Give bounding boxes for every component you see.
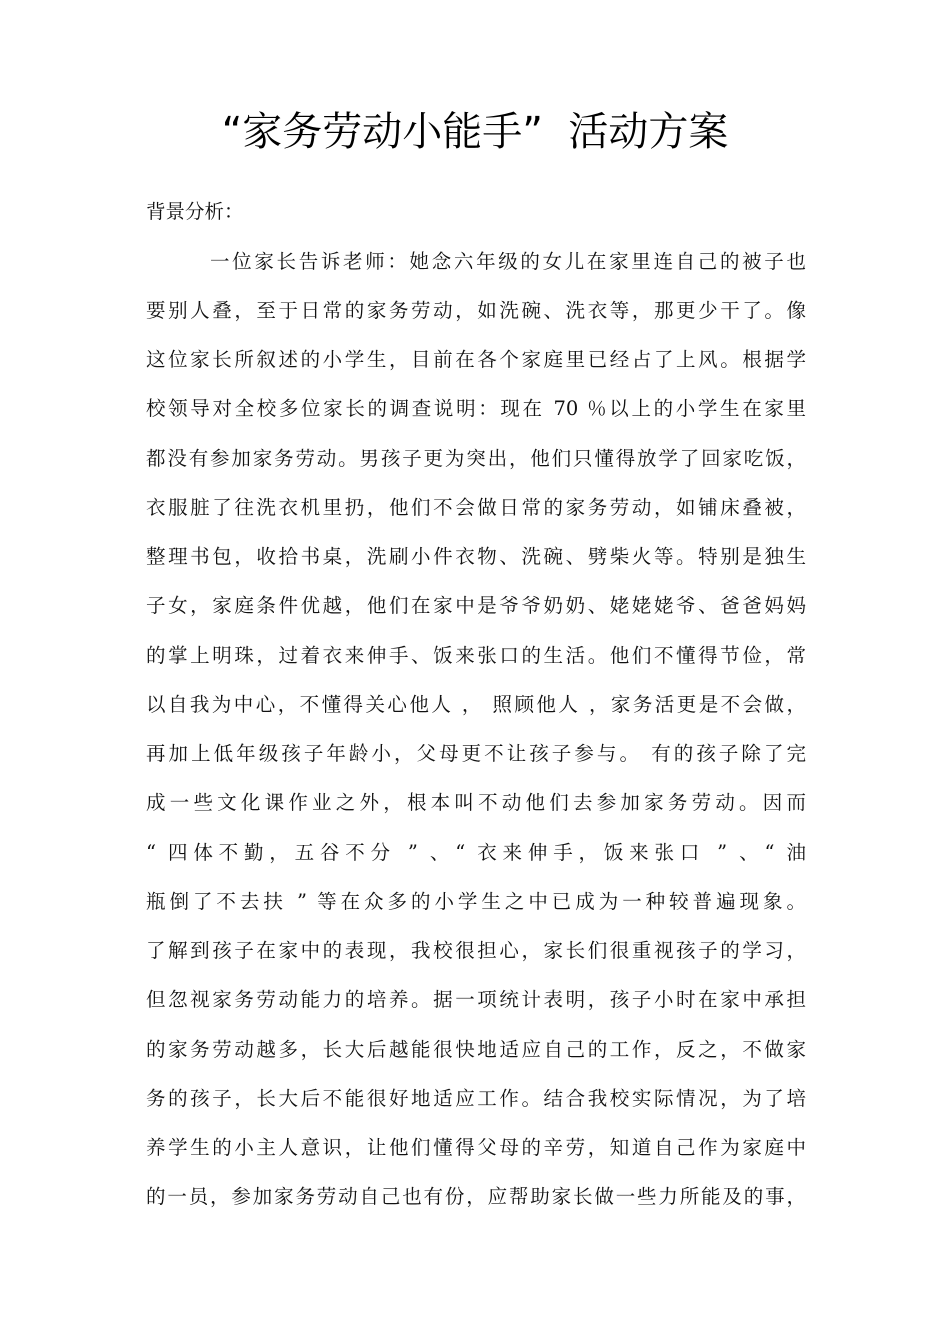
paragraph-line: 以自我为中心，不懂得关心他人 ， 照顾他人 ，家务活更是不会做， — [146, 693, 806, 716]
paragraph-line: 成一些文化课作业之外，根本叫不动他们去参加家务劳动。因而 — [146, 791, 806, 814]
paragraph-line: 子女，家庭条件优越，他们在家中是爷爷奶奶、姥姥姥爷、爸爸妈妈 — [146, 594, 806, 617]
paragraph-line: 但忽视家务劳动能力的培养。据一项统计表明，孩子小时在家中承担 — [146, 988, 806, 1011]
paragraph-line: 一位家长告诉老师：她念六年级的女儿在家里连自己的被子也 — [210, 250, 806, 273]
paragraph-line: 这位家长所叙述的小学生，目前在各个家庭里已经占了上风。根据学 — [146, 348, 806, 371]
paragraph-line: 的掌上明珠，过着衣来伸手、饭来张口的生活。他们不懂得节俭，常 — [146, 644, 806, 667]
paragraph-line: 养学生的小主人意识，让他们懂得父母的辛劳，知道自己作为家庭中 — [146, 1136, 806, 1159]
paragraph-line: 整理书包，收拾书桌，洗刷小件衣物、洗碗、劈柴火等。特别是独生 — [146, 545, 806, 568]
paragraph-line: 要别人叠，至于日常的家务劳动，如洗碗、洗衣等，那更少干了。像 — [146, 299, 806, 322]
paragraph-line: 的一员，参加家务劳动自己也有份，应帮助家长做一些力所能及的事， — [146, 1185, 806, 1208]
paragraph-line: 再加上低年级孩子年龄小，父母更不让孩子参与。 有的孩子除了完 — [146, 742, 806, 765]
paragraph-line: 的家务劳动越多，长大后越能很快地适应自己的工作，反之，不做家 — [146, 1038, 806, 1061]
paragraph-line: 了解到孩子在家中的表现，我校很担心，家长们很重视孩子的学习， — [146, 939, 806, 962]
paragraph-line: “ 四体不勤，五谷不分 ” 、“ 衣来伸手，饭来张口 ” 、“ 油 — [146, 841, 806, 864]
paragraph-line: 瓶倒了不去扶 ” 等在众多的小学生之中已成为一种较普遍现象。 — [146, 890, 806, 913]
paragraph-line: 校领导对全校多位家长的调查说明：现在 70 ％以上的小学生在家里 — [146, 397, 806, 420]
document-title: “家务劳动小能手” 活动方案 — [221, 109, 729, 155]
paragraph-line: 都没有参加家务劳动。男孩子更为突出，他们只懂得放学了回家吃饭， — [146, 447, 806, 470]
section-heading: 背景分析： — [146, 200, 244, 223]
paragraph-line: 务的孩子，长大后不能很好地适应工作。结合我校实际情况，为了培 — [146, 1087, 806, 1110]
paragraph-line: 衣服脏了往洗衣机里扔，他们不会做日常的家务劳动，如铺床叠被， — [146, 496, 806, 519]
